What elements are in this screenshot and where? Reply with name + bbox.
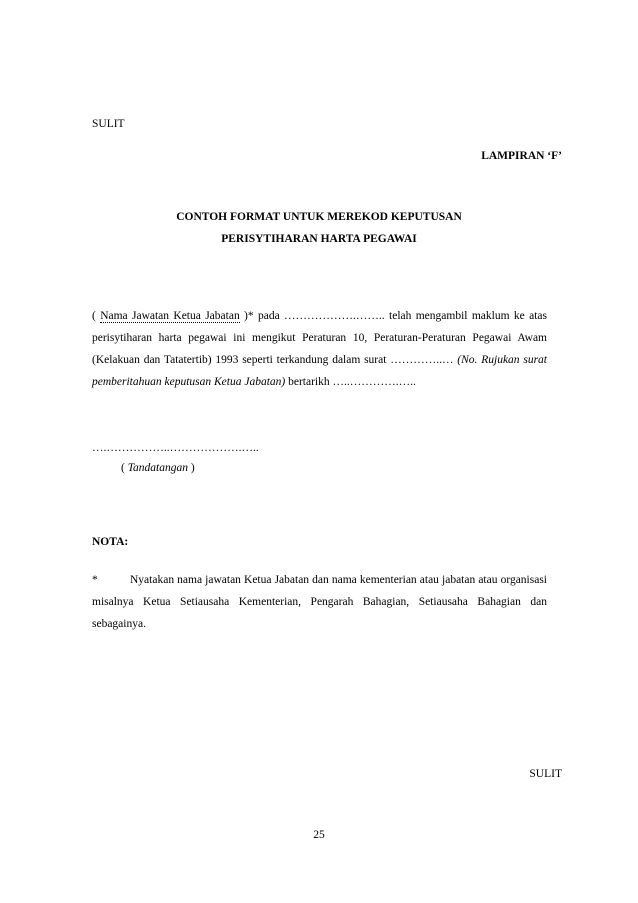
body-open-paren: ( <box>92 310 101 322</box>
position-placeholder: Nama Jawatan Ketua Jabatan <box>100 310 240 322</box>
classification-bottom: SULIT <box>529 768 562 780</box>
nota-text: Nyatakan nama jawatan Ketua Jabatan dan nama kementerian atau jabatan atau organisasi misalnya Ketua Setiausaha Kementerian, Pengarah Bahagian, Setiausaha Bahagian dan sebagainya. <box>92 574 547 630</box>
body-main-text: )* pada ……………….…….. telah mengambil maklum ke atas perisytiharan harta pegawai ini mengikut Peraturan 10, Peraturan-Peraturan Pegawai Awam (Kelakuan dan Tatatertib) 1993 seperti terkandung dalam surat …………..… <box>92 310 547 366</box>
nota-marker: * <box>92 574 98 586</box>
body-paragraph <box>92 305 547 393</box>
signature-label <box>121 461 195 475</box>
signature-close-paren: ) <box>188 462 195 474</box>
page-number: 25 <box>313 829 325 841</box>
date-text: bertarikh …..………….….. <box>285 376 416 388</box>
attachment-label: LAMPIRAN ‘F’ <box>481 150 562 162</box>
signature-line: ….……………..……………….….. <box>92 442 259 454</box>
document-title-line-2: PERISYTIHARAN HARTA PEGAWAI <box>221 233 417 245</box>
signature-open-paren: ( <box>121 462 128 474</box>
signature-label-text: Tandatangan <box>127 462 189 474</box>
nota-heading: NOTA: <box>92 536 129 548</box>
document-title-line-1: CONTOH FORMAT UNTUK MEREKOD KEPUTUSAN <box>176 211 462 223</box>
classification-top: SULIT <box>92 118 125 130</box>
nota-paragraph <box>92 569 547 635</box>
reference-placeholder: (No. Rujukan surat pemberitahuan keputusan Ketua Jabatan) <box>92 354 547 388</box>
